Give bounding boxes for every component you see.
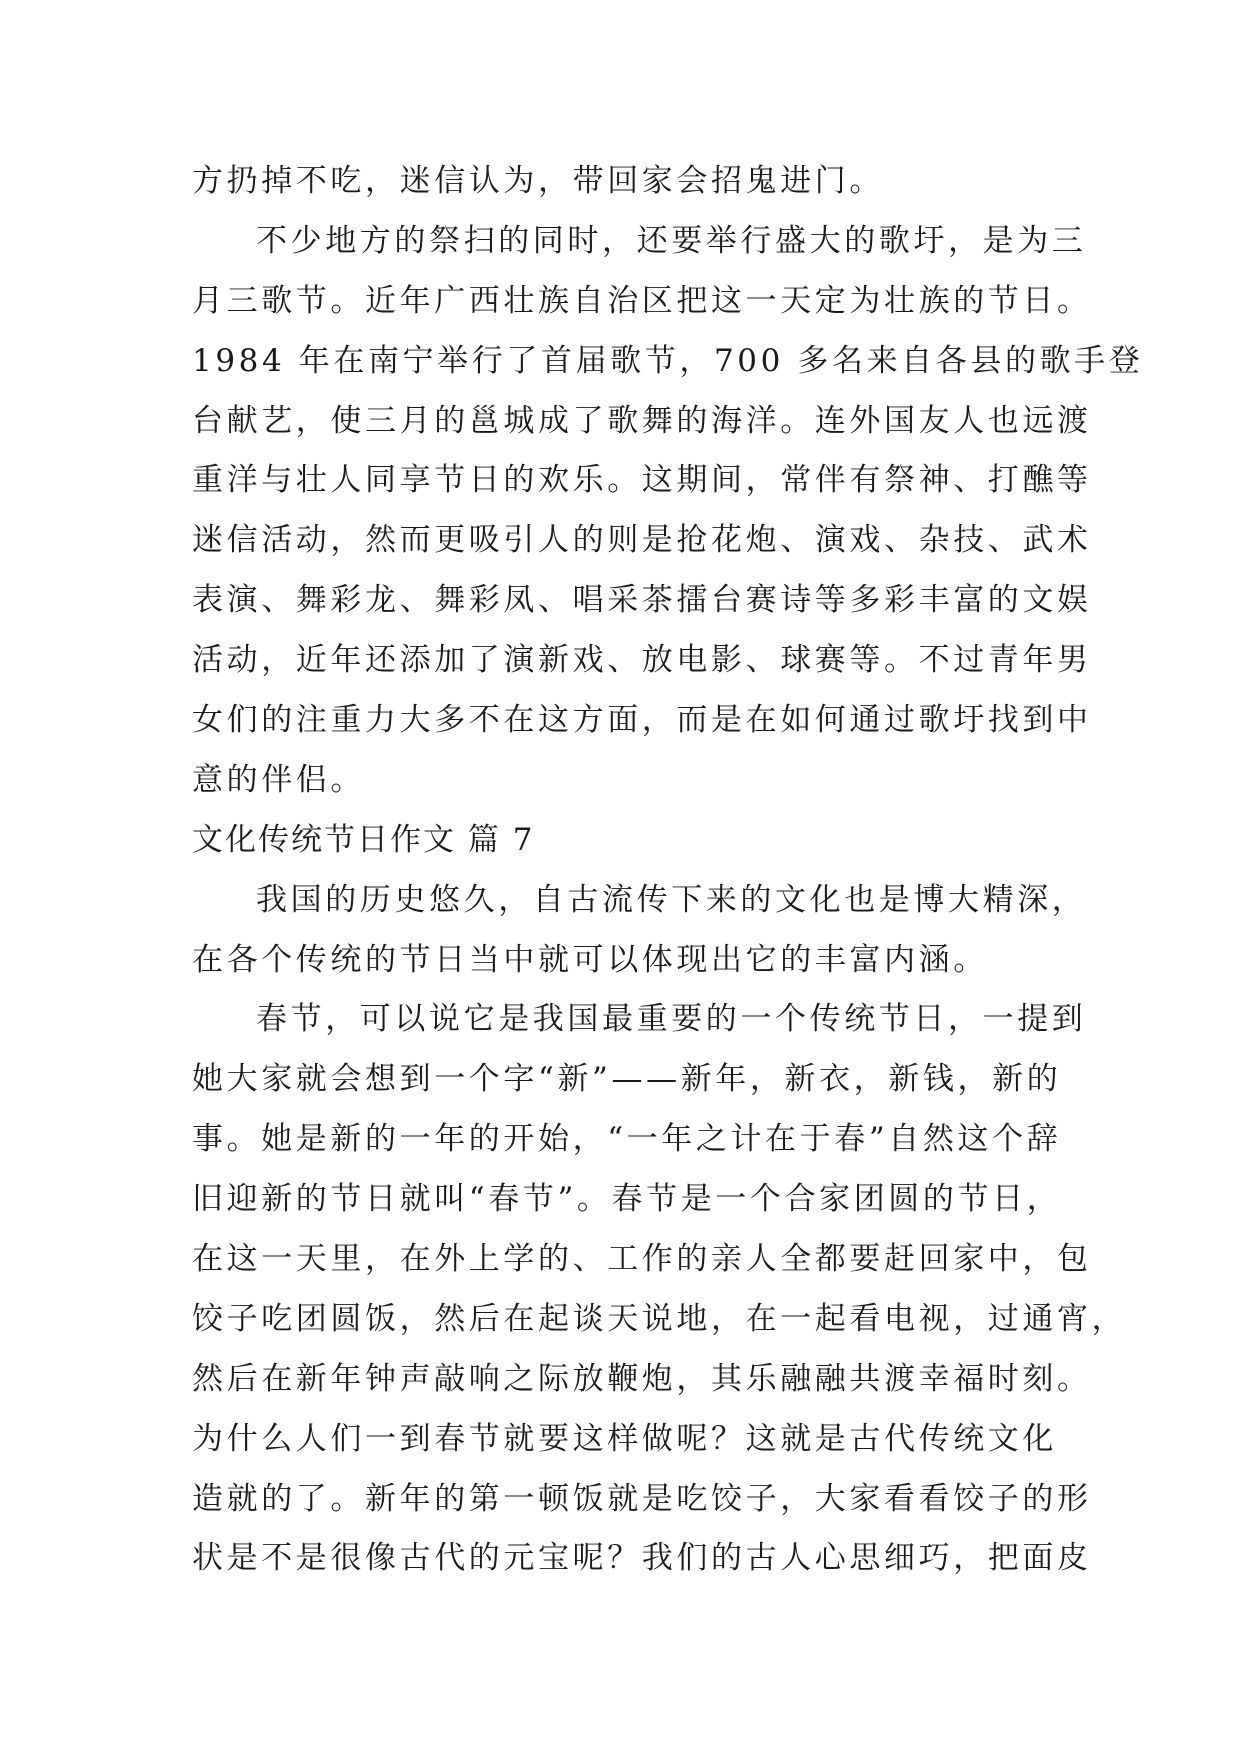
text-line: 状是不是很像古代的元宝呢？我们的古人心思细巧，把面皮 bbox=[192, 1540, 1092, 1577]
text-line: 重洋与壮人同享节日的欢乐。这期间，常伴有祭神、打醮等 bbox=[192, 462, 1092, 499]
text-line: 台献艺，使三月的邕城成了歌舞的海洋。连外国友人也远渡 bbox=[192, 402, 1092, 439]
text-line: 春节，可以说它是我国最重要的一个传统节日，一提到 bbox=[256, 1001, 1087, 1038]
section-heading: 文化传统节日作文 篇 7 bbox=[192, 821, 535, 858]
text-line: 在这一天里，在外上学的、工作的亲人全都要赶回家中，包 bbox=[192, 1241, 1092, 1278]
text-line: 女们的注重力大多不在这方面，而是在如何通过歌圩找到中 bbox=[192, 702, 1092, 739]
text-line: 饺子吃团圆饭，然后在起谈天说地，在一起看电视，过通宵， bbox=[192, 1300, 1127, 1337]
text-line: 意的伴侣。 bbox=[192, 761, 365, 798]
text-line: 不少地方的祭扫的同时，还要举行盛大的歌圩，是为三 bbox=[256, 222, 1087, 259]
text-line: 方扔掉不吃，迷信认为，带回家会招鬼进门。 bbox=[192, 163, 884, 199]
text-line: 1984 年在南宁举行了首届歌节，700 多名来自各县的歌手登 bbox=[192, 342, 1144, 379]
text-line: 旧迎新的节日就叫“春节”。春节是一个合家团圆的节日， bbox=[192, 1181, 1062, 1218]
text-line: 事。她是新的一年的开始，“一年之计在于春”自然这个辞 bbox=[192, 1121, 1062, 1158]
text-line: 我国的历史悠久，自古流传下来的文化也是博大精深， bbox=[256, 881, 1087, 918]
text-line: 迷信活动，然而更吸引人的则是抢花炮、演戏、杂技、武术 bbox=[192, 522, 1092, 559]
text-line: 为什么人们一到春节就要这样做呢？这就是古代传统文化 bbox=[192, 1420, 1057, 1457]
text-line: 表演、舞彩龙、舞彩凤、唱采茶擂台赛诗等多彩丰富的文娱 bbox=[192, 582, 1092, 619]
text-line: 造就的了。新年的第一顿饭就是吃饺子，大家看看饺子的形 bbox=[192, 1480, 1092, 1517]
document-body bbox=[192, 152, 1144, 1589]
text-line: 月三歌节。近年广西壮族自治区把这一天定为壮族的节日。 bbox=[192, 282, 1092, 319]
text-line: 在各个传统的节日当中就可以体现出它的丰富内涵。 bbox=[192, 941, 988, 978]
text-line: 她大家就会想到一个字“新”——新年，新衣，新钱，新的 bbox=[192, 1061, 1062, 1098]
text-line: 活动，近年还添加了演新戏、放电影、球赛等。不过青年男 bbox=[192, 642, 1092, 679]
text-line: 然后在新年钟声敲响之际放鞭炮，其乐融融共渡幸福时刻。 bbox=[192, 1360, 1092, 1397]
